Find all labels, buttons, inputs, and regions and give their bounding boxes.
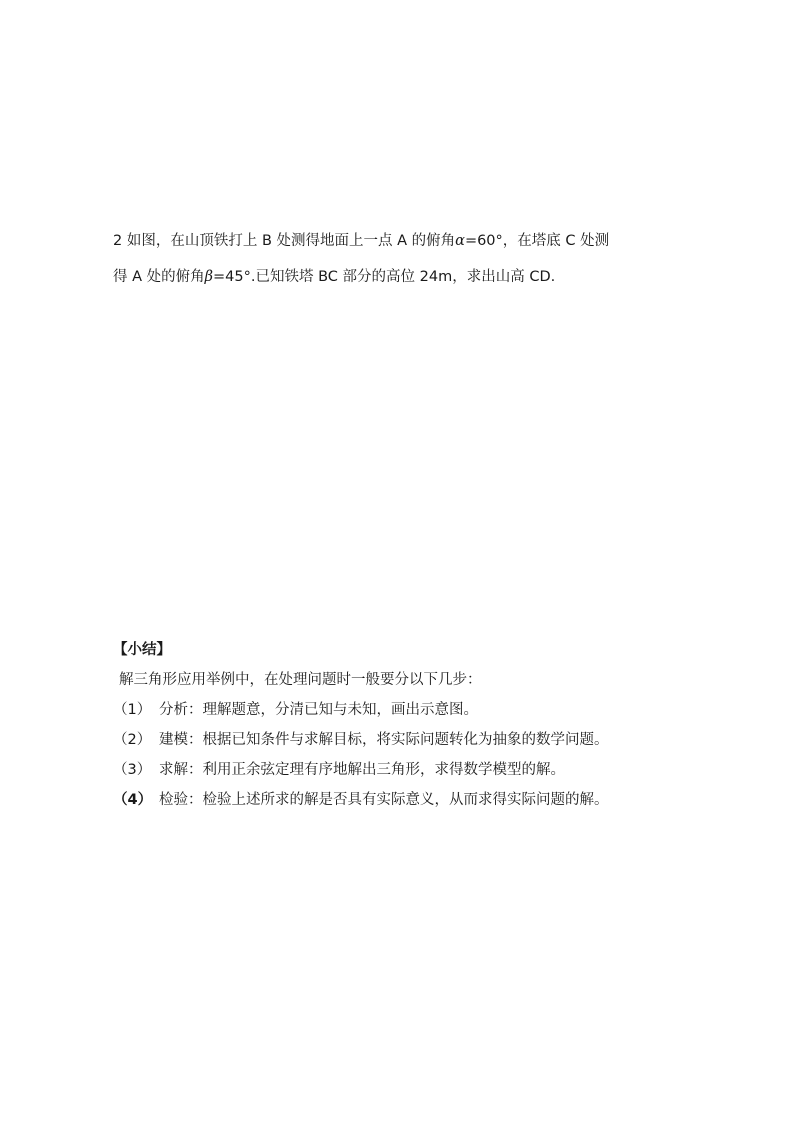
step-text: 求解：利用正余弦定理有序地解出三角形，求得数学模型的解。 [159,762,565,778]
problem-line-2 [113,259,713,295]
problem-line-1 [113,223,713,259]
step-number: （4） [113,792,153,808]
problem-line-1-suffix: =60°，在塔底 C 处测 [464,233,610,249]
problem-line-2-prefix: 得 A 处的俯角 [113,269,205,285]
problem-2 [113,223,713,295]
summary-section [113,635,733,815]
problem-line-1-prefix: 2 如图，在山顶铁打上 B 处测得地面上一点 A 的俯角 [113,233,456,249]
step-item [113,755,733,785]
step-item [113,695,733,725]
step-item [113,785,733,815]
step-text: 建模：根据已知条件与求解目标，将实际问题转化为抽象的数学问题。 [159,732,609,748]
alpha-symbol: α [455,233,465,249]
summary-intro: 解三角形应用举例中，在处理问题时一般要分以下几步： [119,672,482,688]
summary-steps [113,695,733,815]
step-number: （1） [113,702,152,718]
step-text: 分析：理解题意，分清已知与未知，画出示意图。 [159,702,478,718]
summary-title: 【小结】 [113,642,171,658]
beta-symbol: β [204,269,214,285]
step-number: （3） [113,762,152,778]
step-item [113,725,733,755]
step-number: （2） [113,732,152,748]
step-text: 检验：检验上述所求的解是否具有实际意义，从而求得实际问题的解。 [159,792,609,808]
problem-line-2-suffix: =45°.已知铁塔 BC 部分的高位 24m，求出山高 CD. [213,269,556,285]
